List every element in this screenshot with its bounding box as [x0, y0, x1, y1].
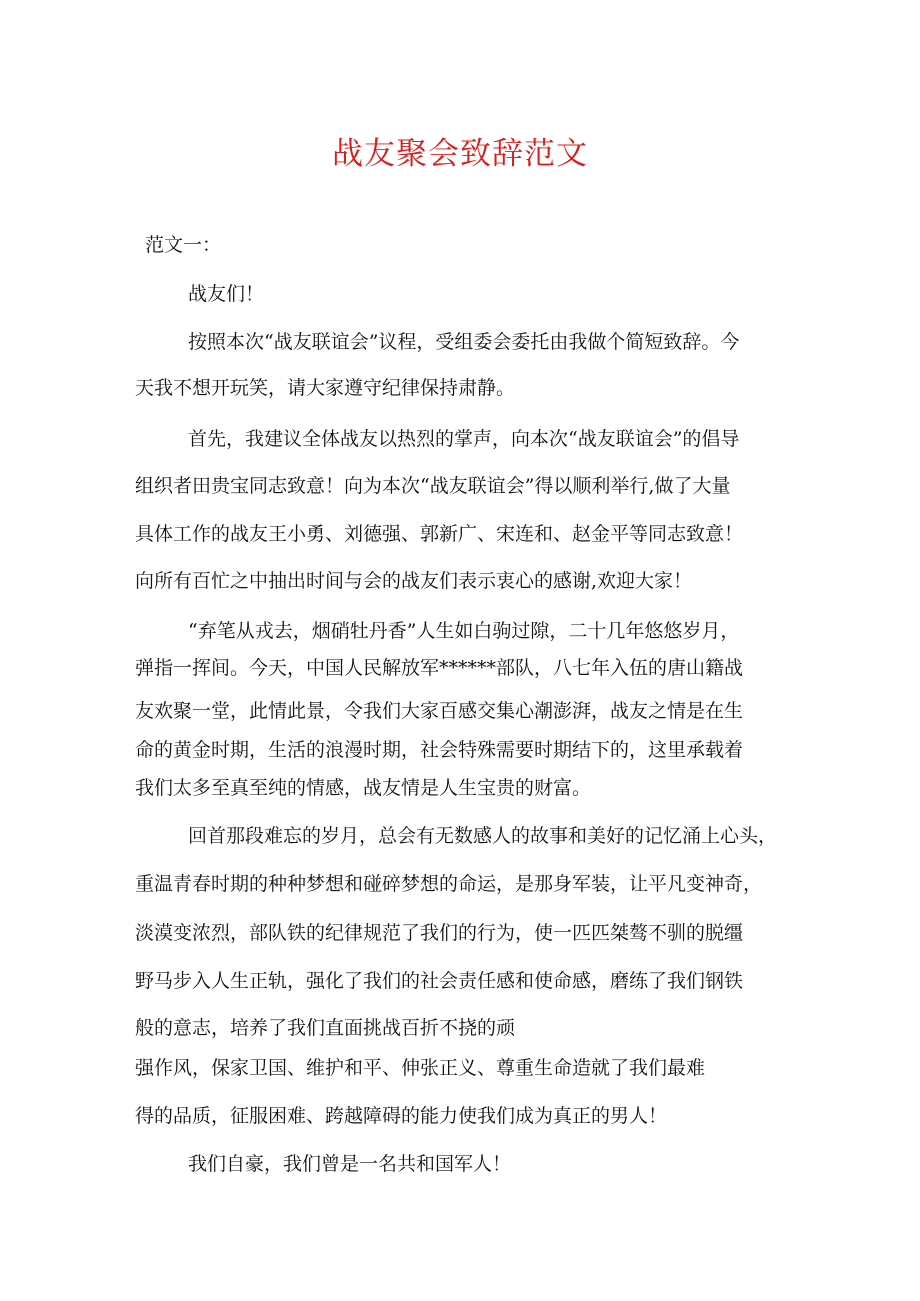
text-line: “弃笔从戎去，烟硝牡丹香”人生如白驹过隙，二十几年悠悠岁月，	[188, 620, 740, 642]
text-line: 重温青春时期的种种梦想和碰碎梦想的命运，是那身军装，让平凡变神奇，	[135, 873, 763, 895]
text-line: 友欢聚一堂，此情此景，令我们大家百感交集心潮澎湃，战友之情是在生	[135, 700, 744, 722]
text-line: 般的意志，培养了我们直面挑战百折不挠的顽	[135, 1017, 516, 1039]
greeting: 战友们！	[188, 283, 265, 305]
text-line: 强作风，保家卫国、维护和平、伸张正义、尊重生命造就了我们最难	[135, 1057, 706, 1079]
text-line: 弹指一挥间。今天，中国人民解放军******部队，八七年入伍的唐山籍战	[135, 657, 744, 679]
text-line: 我们自豪，我们曾是一名共和国军人！	[188, 1153, 512, 1175]
document-title: 战友聚会致辞范文	[332, 136, 588, 172]
section-label: 范文一：	[145, 234, 222, 256]
text-line: 得的品质，征服困难、跨越障碍的能力使我们成为真正的男人！	[135, 1105, 668, 1127]
text-line: 野马步入人生正轨，强化了我们的社会责任感和使命感，磨练了我们钢铁	[135, 970, 744, 992]
text-line: 回首那段难忘的岁月，总会有无数感人的故事和美好的记忆涌上心头，	[188, 825, 778, 847]
text-line: 天我不想开玩笑，请大家遵守纪律保持肃静。	[135, 377, 516, 399]
text-line: 首先，我建议全体战友以热烈的掌声，向本次“战友联谊会”的倡导	[188, 428, 740, 450]
text-line: 具体工作的战友王小勇、刘德强、郭新广、宋连和、赵金平等同志致意！	[135, 523, 744, 545]
text-line: 命的黄金时期，生活的浪漫时期，社会特殊需要时期结下的，这里承载着	[135, 739, 744, 761]
text-line: 按照本次“战友联谊会”议程，受组委会委托由我做个简短致辞。今	[188, 331, 740, 353]
text-line: 向所有百忙之中抽出时间与会的战友们表示衷心的感谢,欢迎大家！	[135, 570, 693, 592]
text-line: 淡漠变浓烈，部队铁的纪律规范了我们的行为，使一匹匹桀骜不驯的脱缰	[135, 922, 744, 944]
text-line: 组织者田贵宝同志致意！向为本次“战友联谊会”得以顺利举行,做了大量	[135, 475, 731, 497]
text-line: 我们太多至真至纯的情感，战友情是人生宝贵的财富。	[135, 777, 592, 799]
